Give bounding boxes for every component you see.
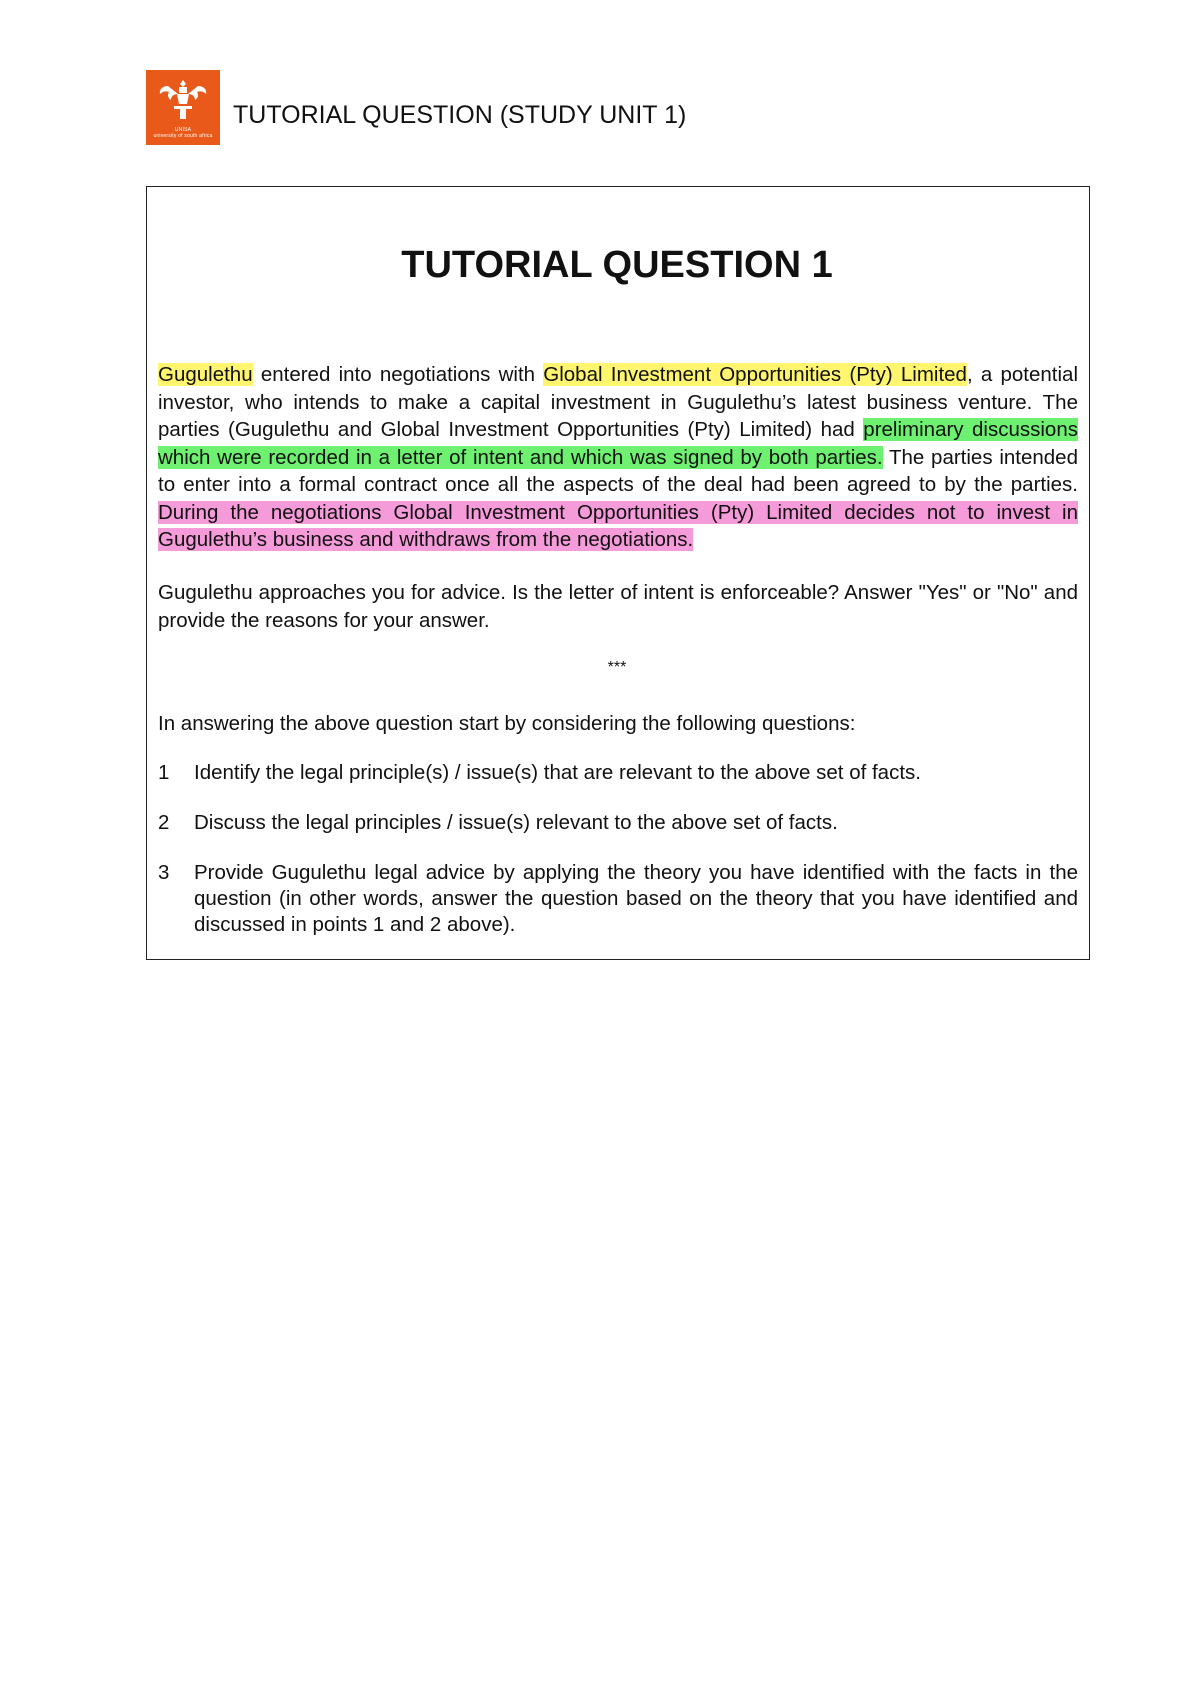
highlight-letter-of-intent: preliminary discussions which were recorded in a letter of intent and which was signed by both parties. <box>158 418 1078 469</box>
list-item-text: Provide Gugulethu legal advice by applying the theory you have identified with the facts in the question (in other words, answer the question based on the theory that you have identified and discussed in points 1 and 2 above). <box>194 861 1078 936</box>
list-item-number: 3 <box>158 861 170 884</box>
page-header-title: TUTORIAL QUESTION (STUDY UNIT 1) <box>233 101 687 129</box>
advice-question-paragraph: Gugulethu approaches you for advice. Is the letter of intent is enforceable? Answer "Yes" or "No" and provide the reasons for your answer. <box>158 581 1078 632</box>
list-item <box>158 760 1078 786</box>
logo-caption-line2: university of south africa <box>153 133 213 139</box>
highlight-party-name: Gugulethu <box>158 363 253 386</box>
logo-caption-line1: UNISA <box>174 127 192 133</box>
sub-question-list <box>158 760 1078 962</box>
list-item-number: 1 <box>158 761 170 784</box>
highlight-company-name: Global Investment Opportunities (Pty) Limited <box>543 363 967 386</box>
paragraph-text: entered into negotiations with <box>252 363 544 386</box>
logo-emblem-icon <box>146 70 220 128</box>
list-item <box>158 810 1078 836</box>
list-item-number: 2 <box>158 811 170 834</box>
instructions-intro: In answering the above question start by considering the following questions: <box>158 712 856 735</box>
list-item <box>158 860 1078 938</box>
university-logo <box>146 70 220 145</box>
paragraph-text: , a potential investor, who intends to make a capital investment in Gugulethu’s latest business venture. The parties (Gugulethu and Global Investment Opportunities (Pty) Limited) had <box>158 363 1079 441</box>
highlight-withdrawal: During the negotiations Global Investment Opportunities (Pty) Limited decides not to invest in Gugulethu’s business and withdraws from the negotiations. <box>158 500 1078 551</box>
paragraph-text: The parties intended to enter into a formal contract once all the aspects of the deal had been agreed to by the parties. <box>158 445 1078 496</box>
list-item-text: Discuss the legal principles / issue(s) relevant to the above set of facts. <box>194 811 838 834</box>
section-separator: *** <box>607 659 627 676</box>
question-heading: TUTORIAL QUESTION 1 <box>401 244 833 286</box>
list-item-text: Identify the legal principle(s) / issue(s) that are relevant to the above set of facts. <box>194 761 921 784</box>
facts-paragraph <box>158 361 1078 554</box>
